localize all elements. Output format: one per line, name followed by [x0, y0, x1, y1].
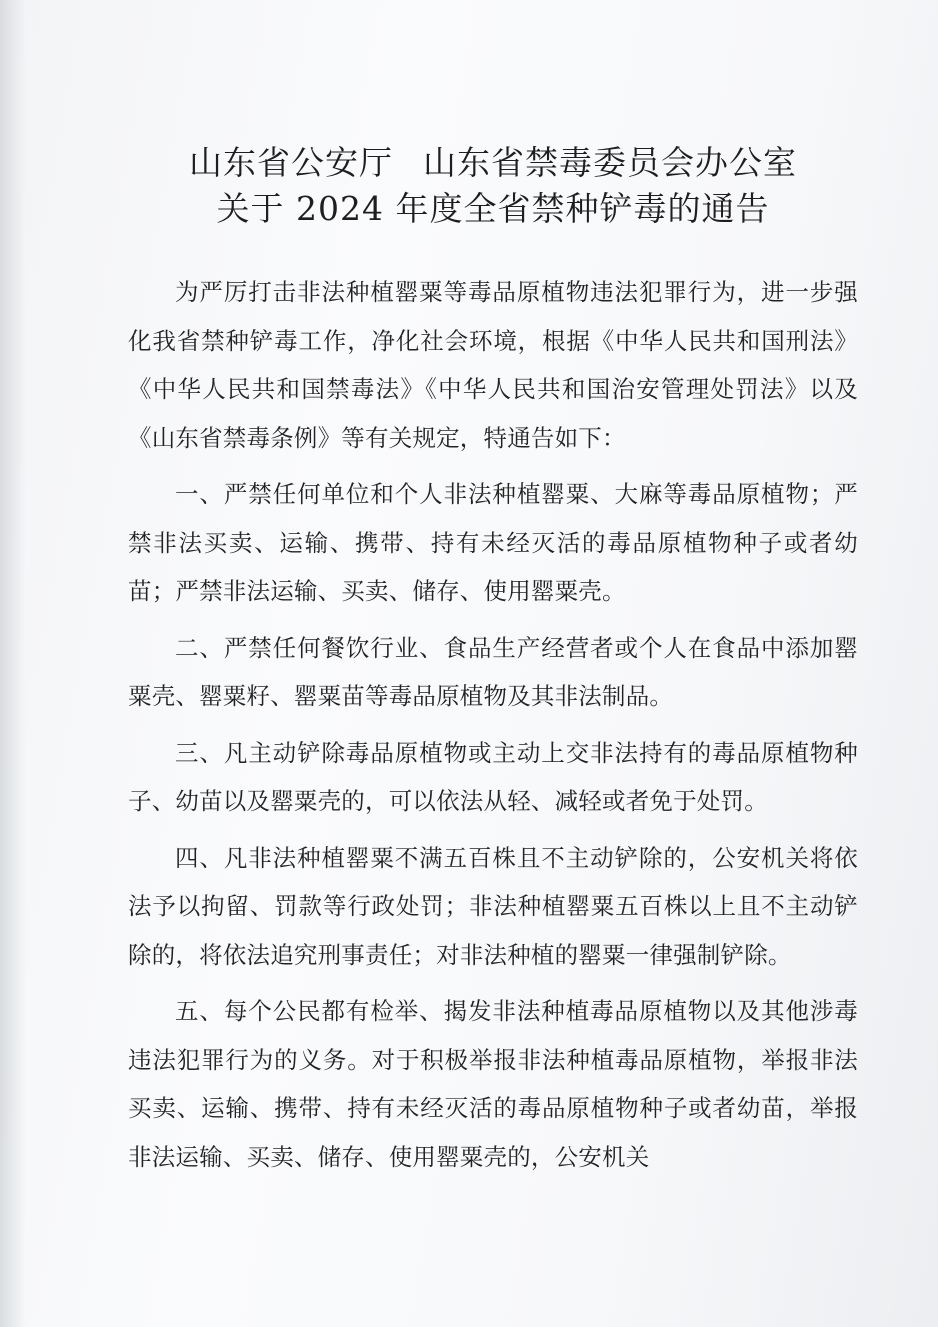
- title-line-2: 关于 2024 年度全省禁种铲毒的通告: [216, 189, 770, 228]
- item-paragraph-2: 二、严禁任何餐饮行业、食品生产经营者或个人在食品中添加罂粟壳、罂粟籽、罂粟苗等毒品原植物及其非法制品。: [128, 633, 858, 710]
- title-line-1: [128, 140, 858, 186]
- item-paragraph-3: 三、凡主动铲除毒品原植物或主动上交非法持有的毒品原植物种子、幼苗以及罂粟壳的，可以依法从轻、减轻或者免于处罚。: [128, 738, 858, 815]
- item-paragraph-5: 五、每个公民都有检举、揭发非法种植毒品原植物以及其他涉毒违法犯罪行为的义务。对于积极举报非法种植毒品原植物，举报非法买卖、运输、携带、持有未经灭活的毒品原植物种子或者幼苗，举报非法运输、买卖、储存、使用罂粟壳的，公安机关: [128, 997, 858, 1171]
- document-title: [128, 140, 858, 232]
- item-paragraph-4: 四、凡非法种植罂粟不满五百株且不主动铲除的，公安机关将依法予以拘留、罚款等行政处罚；非法种植罂粟五百株以上且不主动铲除的，将依法追究刑事责任；对非法种植的罂粟一律强制铲除。: [128, 843, 858, 969]
- intro-paragraph: 为严厉打击非法种植罂粟等毒品原植物违法犯罪行为，进一步强化我省禁种铲毒工作，净化社会环境，根据《中华人民共和国刑法》《中华人民共和国禁毒法》《中华人民共和国治安管理处罚法》以及《山东省禁毒条例》等有关规定，特通告如下：: [128, 278, 858, 452]
- item-paragraph-1: 一、严禁任何单位和个人非法种植罂粟、大麻等毒品原植物；严禁非法买卖、运输、携带、持有未经灭活的毒品原植物种子或者幼苗；严禁非法运输、买卖、储存、使用罂粟壳。: [128, 480, 858, 605]
- issuer-narcotics-office: 山东省禁毒委员会办公室: [423, 143, 797, 182]
- page-edge-shadow: [0, 0, 26, 1327]
- issuer-public-security: 山东省公安厅: [189, 143, 393, 182]
- notice-document: [128, 140, 858, 1181]
